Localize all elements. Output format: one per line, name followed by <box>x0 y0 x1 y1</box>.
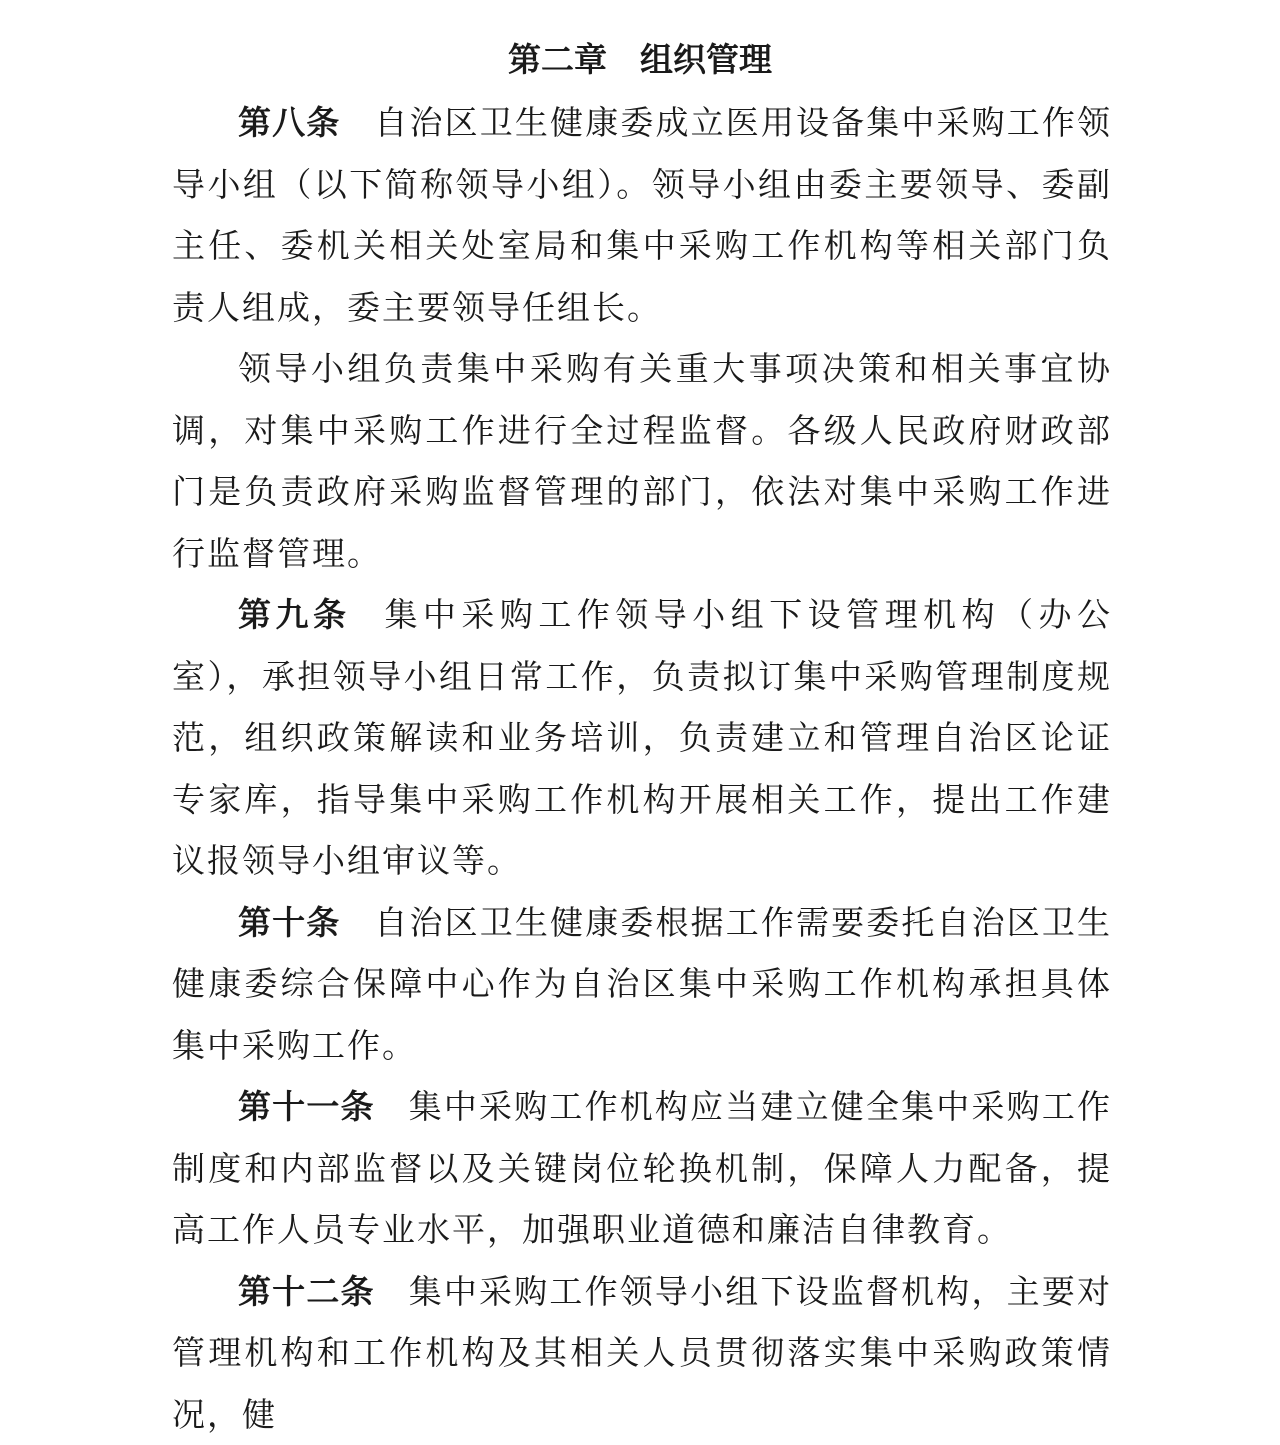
article-label: 第八条 <box>238 103 340 142</box>
article-paragraph <box>172 584 1112 892</box>
chapter-title: 第二章 组织管理 <box>0 36 1280 84</box>
article-paragraph <box>172 892 1112 1077</box>
document-body <box>172 92 1112 1445</box>
article-text: 自治区卫生健康委成立医用设备集中采购工作领导小组（以下简称领导小组）。领导小组由委主要领导、委副主任、委机关相关处室局和集中采购工作机构等相关部门负责人组成，委主要领导任组长。 <box>172 103 1112 327</box>
article-10 <box>172 892 1112 1077</box>
article-text: 集中采购工作领导小组下设管理机构（办公室），承担领导小组日常工作，负责拟订集中采购管理制度规范，组织政策解读和业务培训，负责建立和管理自治区论证专家库，指导集中采购工作机构开展相关工作，提出工作建议报领导小组审议等。 <box>172 595 1112 880</box>
article-paragraph <box>172 338 1112 584</box>
article-label: 第十二条 <box>238 1272 375 1311</box>
article-11 <box>172 1076 1112 1261</box>
article-12 <box>172 1261 1112 1445</box>
article-text: 领导小组负责集中采购有关重大事项决策和相关事宜协调，对集中采购工作进行全过程监督。各级人民政府财政部门是负责政府采购监督管理的部门，依法对集中采购工作进行监督管理。 <box>172 349 1112 573</box>
article-label: 第十条 <box>238 903 340 942</box>
article-text: 自治区卫生健康委根据工作需要委托自治区卫生健康委综合保障中心作为自治区集中采购工作机构承担具体集中采购工作。 <box>172 903 1112 1065</box>
article-paragraph <box>172 92 1112 338</box>
article-9 <box>172 584 1112 892</box>
article-paragraph <box>172 1261 1112 1445</box>
article-label: 第九条 <box>238 595 350 634</box>
article-text: 集中采购工作领导小组下设监督机构，主要对管理机构和工作机构及其相关人员贯彻落实集中采购政策情况，健 <box>172 1272 1112 1434</box>
article-label: 第十一条 <box>238 1087 375 1126</box>
article-paragraph <box>172 1076 1112 1261</box>
article-8 <box>172 92 1112 584</box>
article-text: 集中采购工作机构应当建立健全集中采购工作制度和内部监督以及关键岗位轮换机制，保障人力配备，提高工作人员专业水平，加强职业道德和廉洁自律教育。 <box>172 1087 1112 1249</box>
